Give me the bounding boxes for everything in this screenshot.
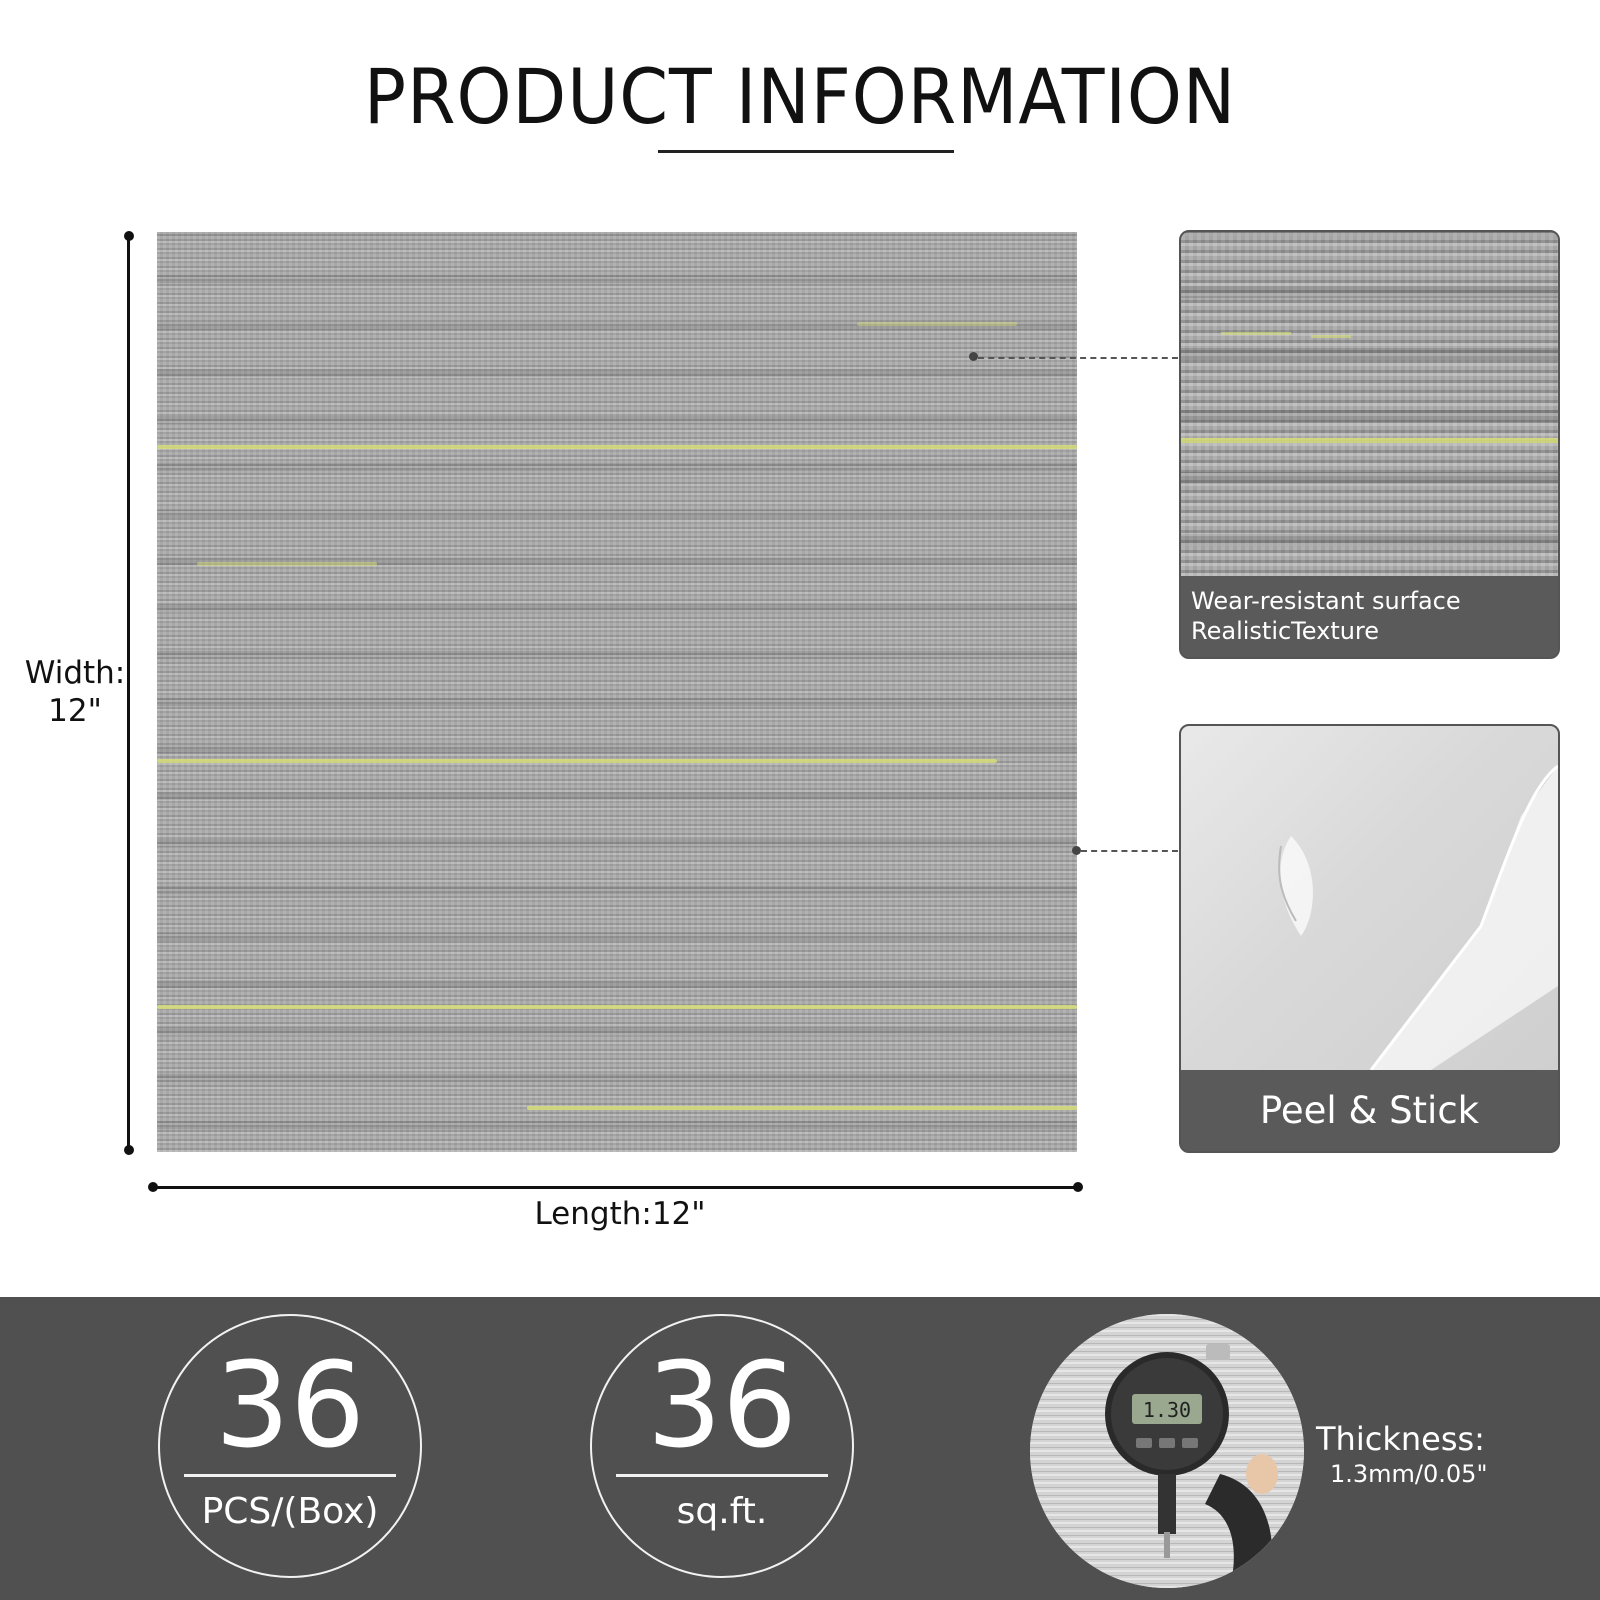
- texture-stripes: [1181, 232, 1558, 576]
- width-label: [0, 654, 150, 730]
- callout-dot-texture: [969, 352, 978, 361]
- callout-line-peel: [1081, 850, 1178, 852]
- width-label-value: 12": [48, 693, 102, 729]
- texture-caption-line2: RealisticTexture: [1191, 617, 1380, 645]
- pieces-value: 36: [214, 1336, 366, 1474]
- peel-stick-panel: [1179, 724, 1560, 1153]
- width-label-text: Width:: [24, 655, 126, 691]
- accent-stripe: [857, 322, 1017, 326]
- texture-caption-line1: Wear-resistant surface: [1191, 587, 1461, 615]
- accent-stripe: [157, 1005, 1077, 1009]
- gauge-reading: 1.30: [1142, 1398, 1192, 1422]
- dimension-endpoint-bottom: [124, 1145, 134, 1155]
- callout-line-texture: [978, 357, 1178, 359]
- thickness-label: Thickness:: [1316, 1420, 1485, 1458]
- callout-dot-peel: [1072, 846, 1081, 855]
- texture-detail-panel: [1179, 230, 1560, 659]
- thickness-value: 1.3mm/0.05": [1330, 1460, 1488, 1488]
- carpet-texture-closeup-icon: [1181, 232, 1558, 576]
- peel-illustration: [1181, 726, 1558, 1070]
- accent-stripe: [527, 1106, 1077, 1110]
- title-underline: [658, 150, 954, 153]
- thickness-gauge-illustration: [1030, 1314, 1304, 1588]
- accent-stripe: [157, 445, 1077, 449]
- area-unit: sq.ft.: [676, 1491, 768, 1532]
- accent-stripe: [157, 759, 997, 763]
- area-value: 36: [646, 1336, 798, 1474]
- accent-stripe: [197, 562, 377, 566]
- pieces-divider: [184, 1474, 396, 1477]
- length-dimension-line: [153, 1186, 1079, 1189]
- area-divider: [616, 1474, 828, 1477]
- carpet-tile-image: [157, 232, 1077, 1152]
- length-label: Length:12": [534, 1196, 706, 1232]
- texture-caption: [1181, 576, 1558, 657]
- peel-stick-caption: Peel & Stick: [1181, 1070, 1558, 1151]
- peel-backing-film-icon: [1181, 726, 1558, 1070]
- dimension-endpoint-right: [1073, 1182, 1083, 1192]
- thickness-gauge-icon: [1030, 1314, 1304, 1588]
- pieces-unit: PCS/(Box): [201, 1491, 379, 1532]
- page-title: PRODUCT INFORMATION: [363, 52, 1237, 141]
